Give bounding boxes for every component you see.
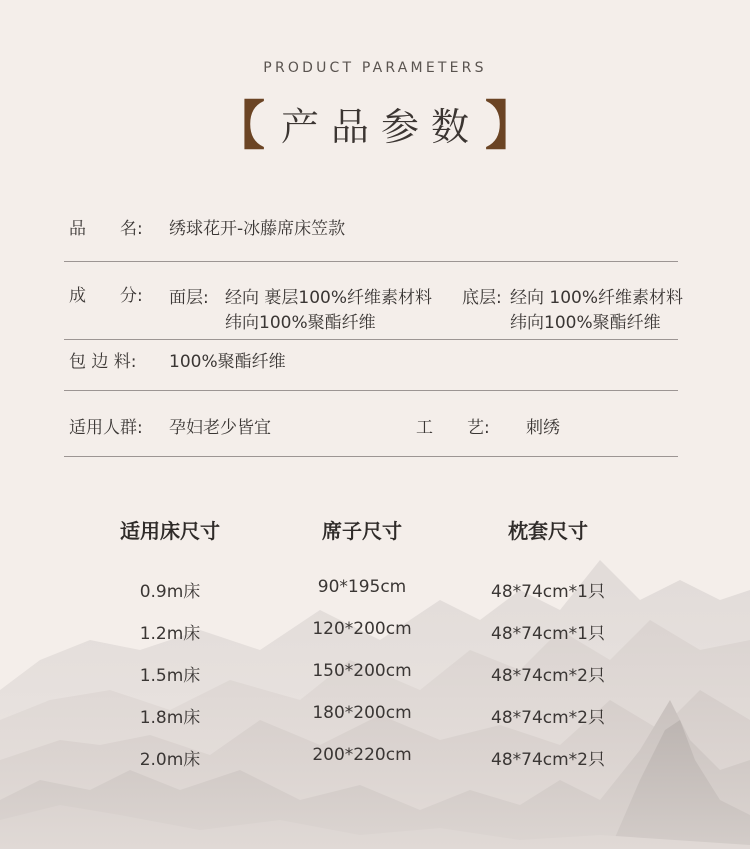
section-eyebrow: PRODUCT PARAMETERS (263, 60, 487, 76)
pillowcase-cell: 48*74cm*2只 (491, 666, 605, 686)
divider (64, 261, 678, 262)
mat-size-cell: 200*220cm (312, 745, 412, 765)
bed-size-cell: 2.0m床 (139, 750, 201, 770)
table-row (0, 703, 750, 727)
pillowcase-cell: 48*74cm*1只 (491, 582, 605, 602)
name-label: 品 名: (69, 219, 143, 239)
bottom-layer-line2: 纬向100%聚酯纤维 (510, 313, 661, 333)
table-row (0, 745, 750, 769)
edging-value: 100%聚酯纤维 (169, 352, 286, 372)
pillowcase-cell: 48*74cm*2只 (491, 750, 605, 770)
header-mat-size: 席子尺寸 (322, 519, 402, 543)
pillowcase-cell: 48*74cm*1只 (491, 624, 605, 644)
audience-value: 孕妇老少皆宜 (169, 418, 271, 438)
mat-size-cell: 150*200cm (312, 661, 412, 681)
divider (64, 390, 678, 391)
face-layer-line2: 纬向100%聚酯纤维 (225, 313, 376, 333)
title-text: 产品参数 (280, 105, 481, 149)
table-row (0, 619, 750, 643)
table-row (0, 577, 750, 601)
left-bracket: 【 (212, 96, 265, 157)
divider (64, 456, 678, 457)
bed-size-cell: 0.9m床 (139, 582, 201, 602)
audience-label: 适用人群: (69, 418, 143, 438)
mat-size-cell: 180*200cm (312, 703, 412, 723)
bottom-layer-label: 底层: (462, 288, 502, 308)
header-pillowcase-size: 枕套尺寸 (508, 519, 588, 543)
divider (64, 339, 678, 340)
mat-size-cell: 90*195cm (317, 577, 407, 597)
craft-value: 刺绣 (526, 418, 560, 438)
header-bed-size: 适用床尺寸 (120, 519, 220, 543)
mat-size-cell: 120*200cm (312, 619, 412, 639)
pillowcase-cell: 48*74cm*2只 (491, 708, 605, 728)
bed-size-cell: 1.8m床 (139, 708, 201, 728)
bottom-layer-line1: 经向 100%纤维素材料 (510, 288, 684, 308)
craft-label: 工 艺: (416, 418, 490, 438)
composition-label: 成 分: (69, 286, 143, 306)
face-layer-line1: 经向 裹层100%纤维素材料 (225, 288, 433, 308)
bed-size-cell: 1.2m床 (139, 624, 201, 644)
bed-size-cell: 1.5m床 (139, 666, 201, 686)
edging-label: 包 边 料: (69, 352, 137, 372)
right-bracket: 】 (485, 96, 538, 157)
face-layer-label: 面层: (169, 288, 209, 308)
table-row (0, 661, 750, 685)
name-value: 绣球花开-冰藤席床笠款 (169, 219, 346, 239)
